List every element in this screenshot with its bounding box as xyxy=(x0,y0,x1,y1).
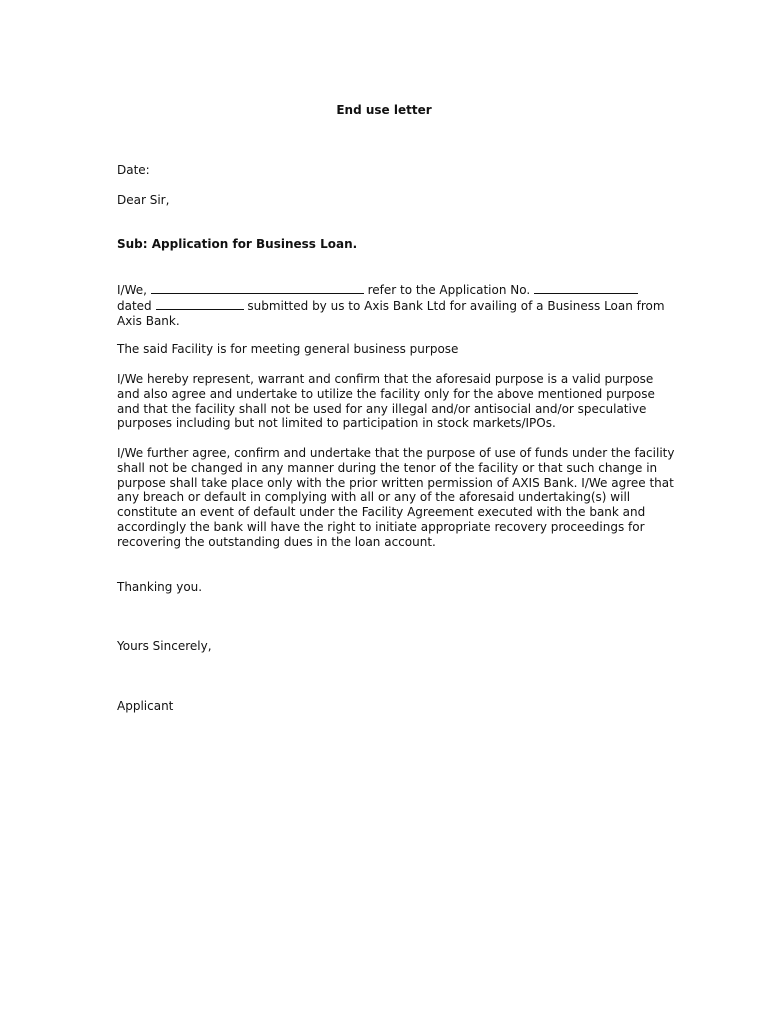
purpose-paragraph: The said Facility is for meeting general business purpose xyxy=(117,342,459,356)
text-submitted: submitted by us to Axis Bank Ltd for availing of a Business Loan from xyxy=(247,298,665,313)
reference-line-3: Axis Bank. xyxy=(117,313,180,328)
undertaking-line: shall not be changed in any manner during the tenor of the facility or that such change in xyxy=(117,460,658,475)
representation-line: and also agree and undertake to utilize the facility only for the above mentioned purpose xyxy=(117,386,655,401)
signatory-line: Applicant xyxy=(117,699,174,713)
salutation: Dear Sir, xyxy=(117,193,170,207)
letter-title: End use letter xyxy=(336,103,432,117)
undertaking-paragraph xyxy=(117,446,675,550)
undertaking-line: constitute an event of default under the Facility Agreement executed with the bank and xyxy=(117,505,646,520)
text-iwe: I/We, xyxy=(117,283,147,297)
undertaking-line: any breach or default in complying with all or any of the aforesaid undertaking(s) will xyxy=(117,490,631,505)
application-number-blank-field[interactable] xyxy=(534,282,638,294)
reference-paragraph xyxy=(117,282,665,328)
representation-line: I/We hereby represent, warrant and confirm that the aforesaid purpose is a valid purpose xyxy=(117,372,654,386)
text-refer-application: refer to the Application No. xyxy=(367,283,531,297)
thanks-line: Thanking you. xyxy=(117,580,203,594)
closing-line: Yours Sincerely, xyxy=(117,639,212,653)
date-blank-field[interactable] xyxy=(156,298,244,310)
representation-line: and that the facility shall not be used for any illegal and/or antisocial and/or speculative xyxy=(117,401,647,416)
undertaking-line: recovering the outstanding dues in the loan account. xyxy=(117,534,436,549)
subject-line: Sub: Application for Business Loan. xyxy=(117,237,358,251)
date-label: Date: xyxy=(117,163,150,177)
undertaking-line: accordingly the bank will have the right to initiate appropriate recovery proceedings for xyxy=(117,519,645,534)
undertaking-line: I/We further agree, confirm and undertake that the purpose of use of funds under the facility xyxy=(117,446,675,460)
reference-line-2 xyxy=(117,298,665,314)
reference-line-1 xyxy=(117,282,642,298)
representation-paragraph xyxy=(117,372,655,431)
name-blank-field[interactable] xyxy=(151,282,364,294)
undertaking-line: purpose shall take place only with the prior written permission of AXIS Bank. I/We agree that xyxy=(117,475,674,490)
representation-line: purposes including but not limited to participation in stock markets/IPOs. xyxy=(117,416,556,431)
text-dated: dated xyxy=(117,298,152,313)
